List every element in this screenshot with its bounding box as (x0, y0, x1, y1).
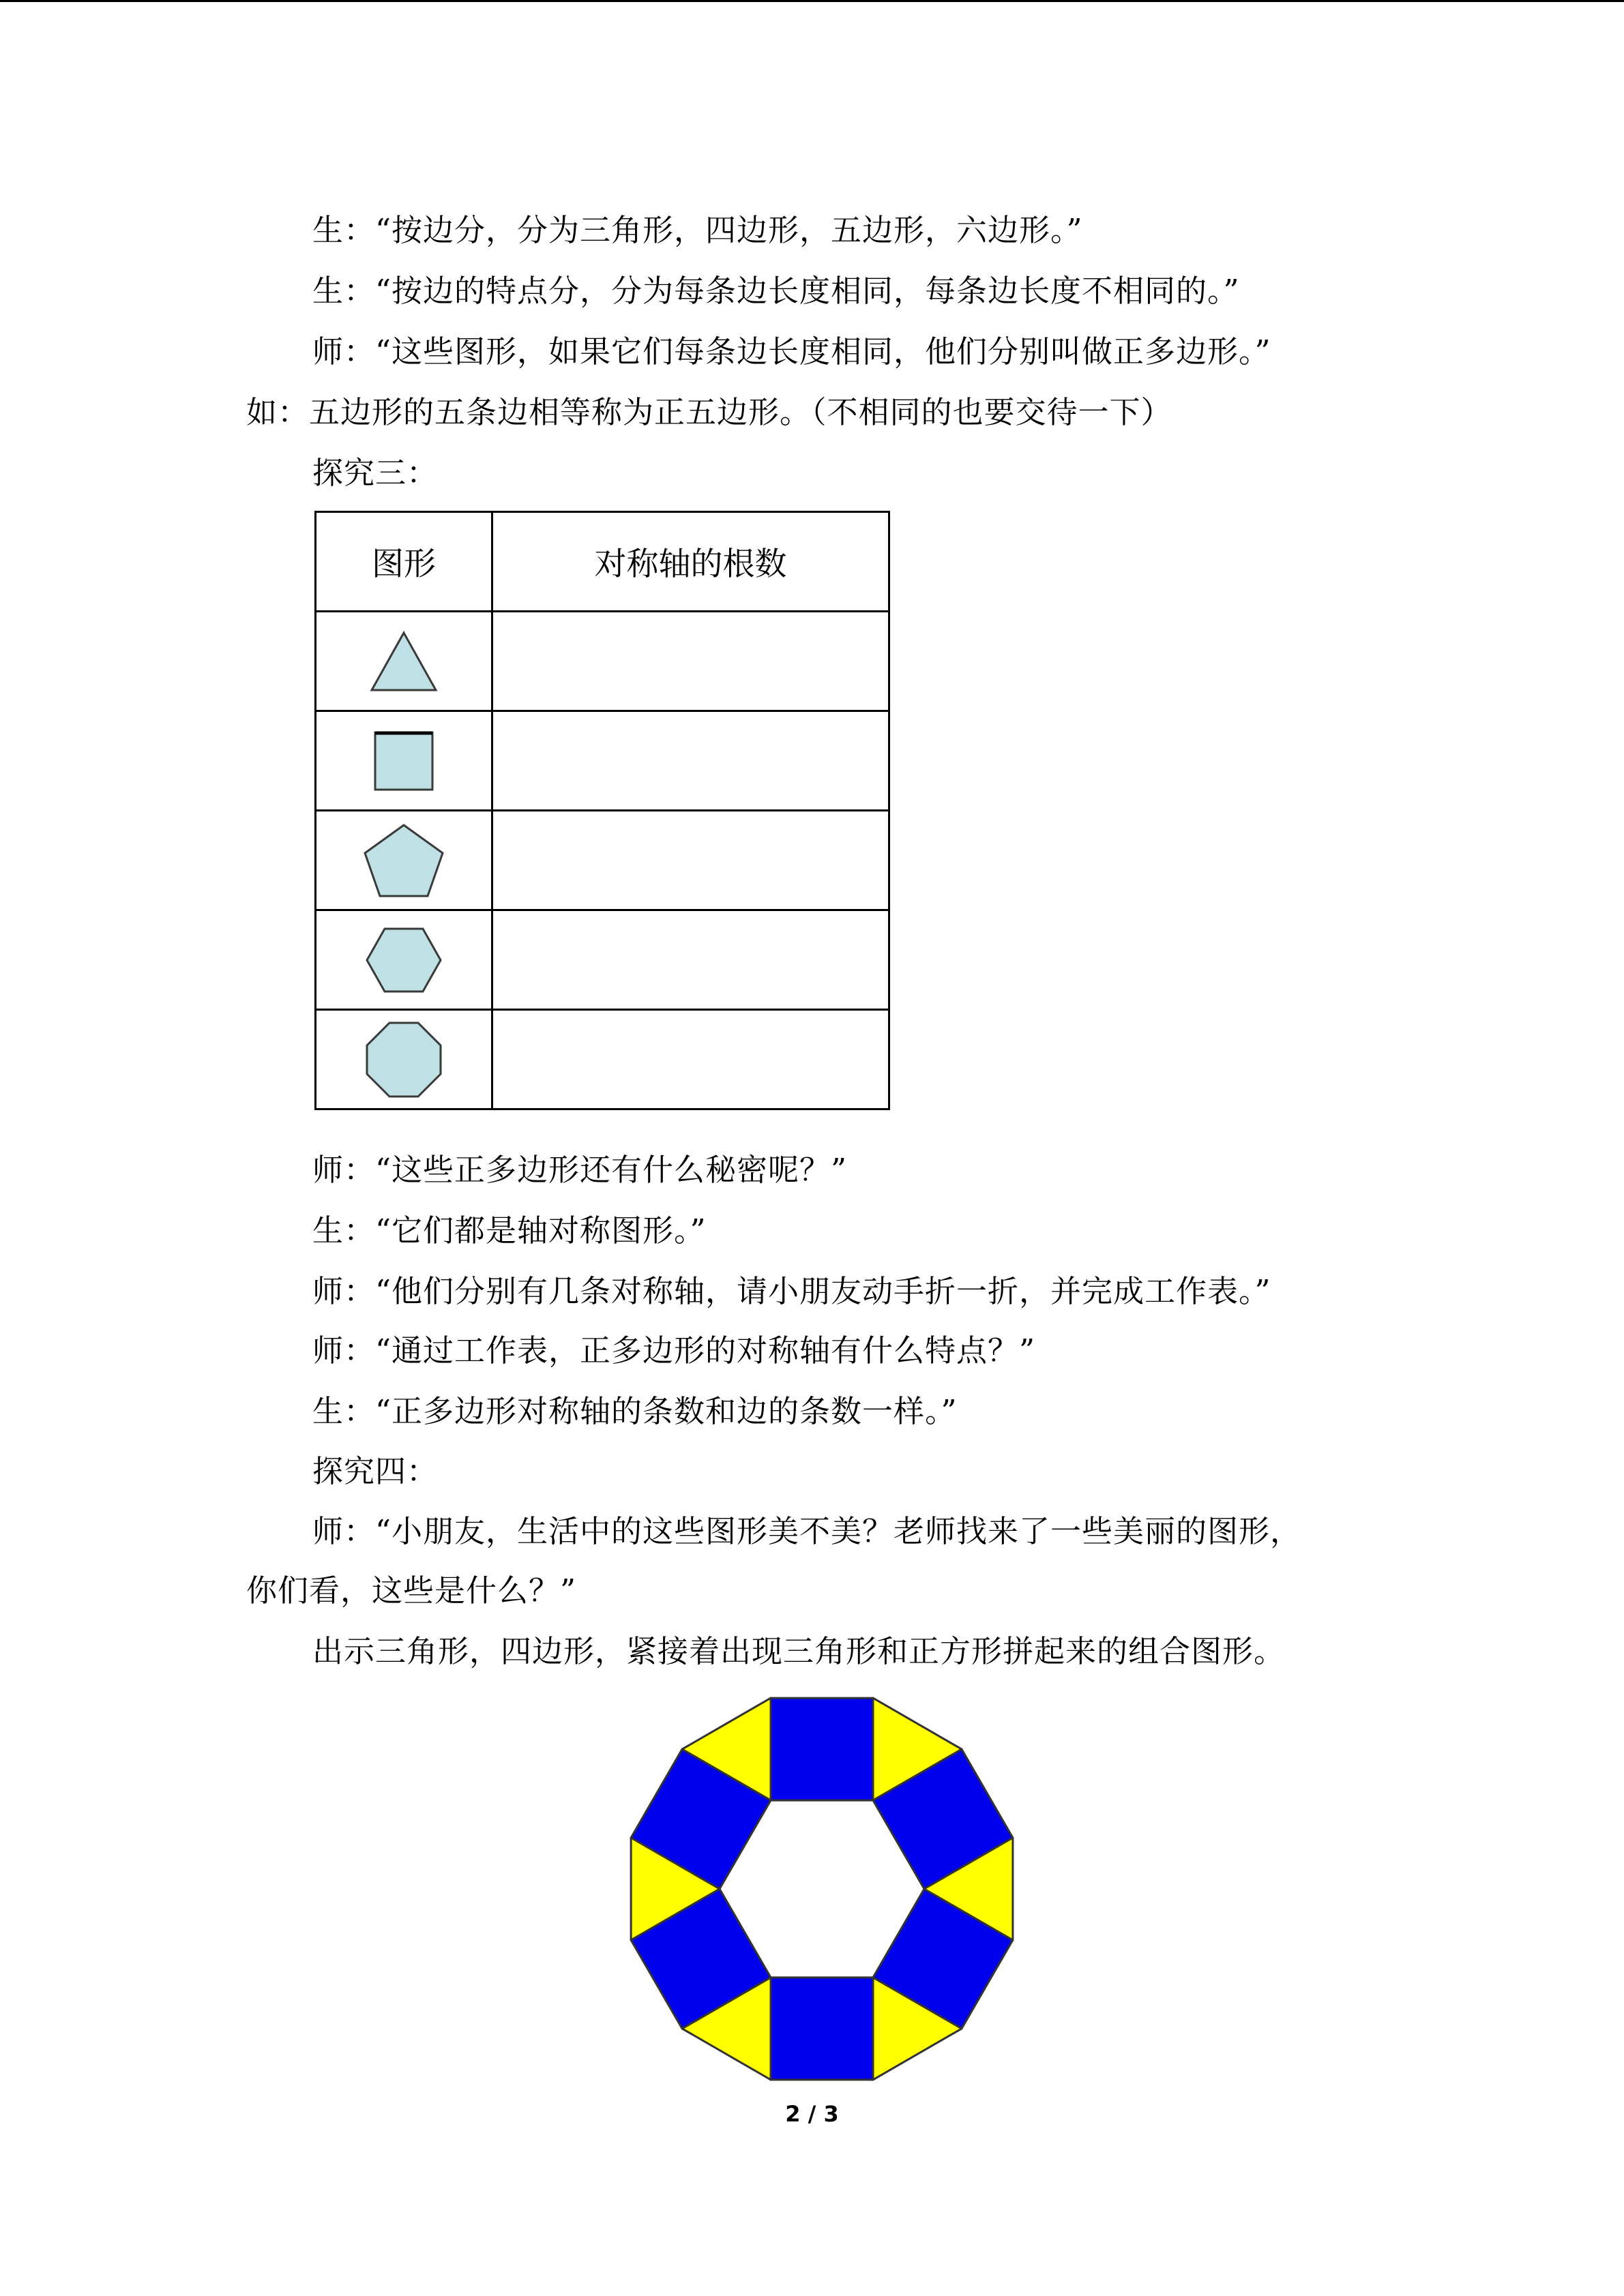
square-cell (316, 711, 492, 811)
blue-square-tile (771, 1978, 873, 2080)
symmetry-axis-worksheet-table (314, 511, 890, 1110)
square-icon (370, 727, 438, 795)
octagon-cell (316, 1010, 492, 1109)
triangle-cell (316, 612, 492, 711)
decagon-tiling-figure (628, 1695, 1016, 2083)
section-heading-3: 探究三： (312, 455, 439, 491)
header-axis-count: 对称轴的根数 (492, 512, 889, 612)
page-number: 2 / 3 (785, 2101, 839, 2127)
text-line: 你们看，这些是什么？” (246, 1572, 577, 1609)
axis-count-cell[interactable] (492, 1010, 889, 1109)
text-line: 生：“按边的特点分，分为每条边长度相同，每条边长度不相同的。” (312, 273, 1240, 309)
text-line: 师：“他们分别有几条对称轴，请小朋友动手折一折，并完成工作表。” (312, 1273, 1271, 1309)
text-line: 生：“它们都是轴对称图形。” (312, 1212, 707, 1249)
text-line: 师：“这些正多边形还有什么秘密呢？” (312, 1152, 848, 1188)
page-top-border (0, 0, 1624, 2)
hexagon-icon (363, 925, 445, 996)
axis-count-cell[interactable] (492, 612, 889, 711)
octagon-icon (363, 1019, 445, 1101)
triangle-icon (366, 627, 441, 696)
axis-count-cell[interactable] (492, 910, 889, 1010)
axis-count-cell[interactable] (492, 711, 889, 811)
header-shape: 图形 (316, 512, 492, 612)
pentagon-cell (316, 811, 492, 910)
blue-square-tile (771, 1698, 873, 1800)
text-line: 师：“小朋友，生活中的这些图形美不美？老师找来了一些美丽的图形， (312, 1513, 1302, 1549)
text-line: 出示三角形，四边形，紧接着出现三角形和正方形拼起来的组合图形。 (312, 1633, 1286, 1669)
section-heading-4: 探究四： (312, 1453, 439, 1489)
text-line: 生：“正多边形对称轴的条数和边的条数一样。” (312, 1393, 958, 1429)
text-line: 如：五边形的五条边相等称为正五边形。（不相同的也要交待一下） (246, 394, 1172, 430)
axis-count-cell[interactable] (492, 811, 889, 910)
pentagon-icon (359, 820, 448, 901)
text-line: 师：“这些图形，如果它们每条边长度相同，他们分别叫做正多边形。” (312, 333, 1271, 370)
text-line: 生：“按边分，分为三角形，四边形，五边形，六边形。” (312, 212, 1083, 248)
text-line: 师：“通过工作表，正多边形的对称轴有什么特点？” (312, 1332, 1036, 1369)
hexagon-cell (316, 910, 492, 1010)
